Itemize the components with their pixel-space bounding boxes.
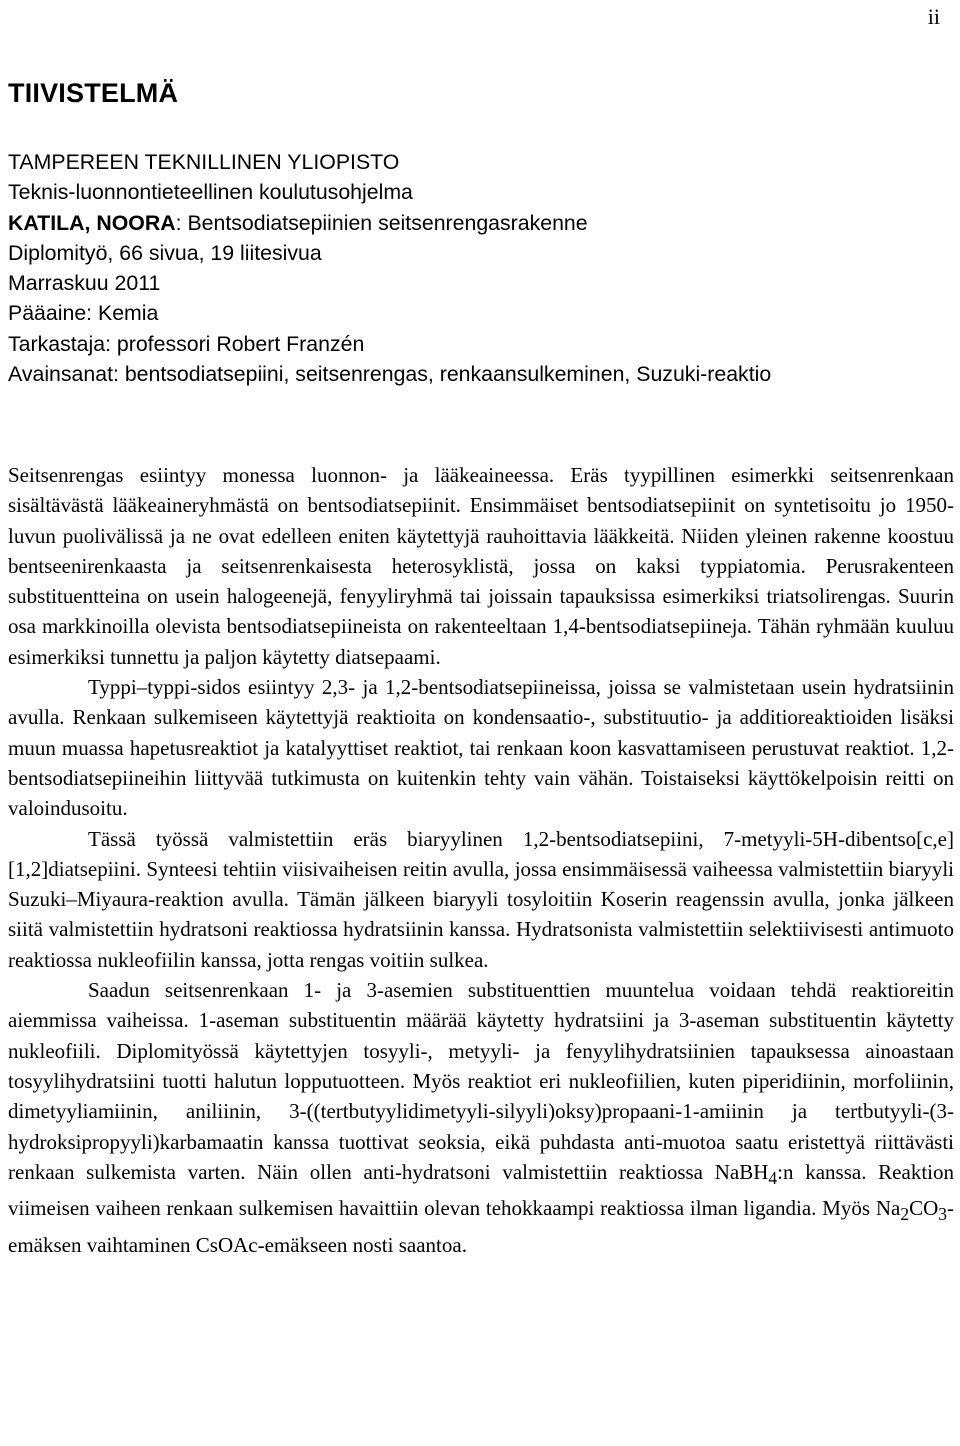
paragraph-4-text-a: Saadun seitsenrenkaan 1- ja 3-asemien substituenttien muuntelua voidaan tehdä reaktioreitin aiemmissa vaiheissa. 1-aseman substituentin määrää käytetty hydratsiini ja 3-aseman substituentin käytetty nukleofiili. Diplomityössä käytettyjen tosyyli-, metyyli- ja fenyylihydratsiinien tapauksessa ainoastaan tosyylihydratsiini tuotti halutun lopputuotteen. Myös reaktiot eri nukleofiilien, kuten piperidiinin, morfoliinin, dimetyyliamiinin, aniliinin, 3-((tertbutyylidimetyyli-silyyli)oksy)propaani-1-amiinin ja tertbutyyli-(3-hydroksipropyyli)karbamaatin kanssa tuottivat seoksia, eikä puhdasta anti-muotoa saatu eristettyä riittävästi renkaan sulkemista varten. Näin ollen anti-hydratsoni valmistettiin reaktiossa NaBH (8, 978, 954, 1184)
major-line: Pääaine: Kemia (8, 301, 159, 326)
abstract-metadata (8, 147, 952, 389)
subscript-3: 3 (938, 1204, 947, 1225)
paragraph-4-text-d: -emäksen vaihtaminen CsOAc-emäkseen nosti saantoa. (8, 1196, 954, 1257)
examiner-line: Tarkastaja: professori Robert Franzén (8, 331, 365, 356)
paragraph-4-text-b: :n kanssa. Reaktion viimeisen vaiheen renkaan sulkemisen havaittiin olevan tehokkaampi reaktiossa ilman ligandia. Myös Na (8, 1159, 954, 1221)
program-line: Teknis-luonnontieteellinen koulutusohjelma (8, 180, 413, 205)
abstract-paragraph-2: Typpi–typpi-sidos esiintyy 2,3- ja 1,2-bentsodiatsepiineissa, joissa se valmistetaan usein hydratsiinin avulla. Renkaan sulkemiseen käytettyjä reaktioita on kondensaatio-, substituutio- ja additioreaktioiden lisäksi muun muassa hapetusreaktiot ja katalyyttiset reaktiot, tai renkaan koon kasvattamiseen perustuvat reaktiot. 1,2-bentsodiatsepiineihin liittyvää tutkimusta on kuitenkin tehty vain vähän. Toistaiseksi käyttökelpoisin reitti on valoindusoitu. (8, 675, 954, 821)
abstract-body (8, 460, 954, 1260)
paragraph-4-text-c: CO (909, 1196, 939, 1221)
page-title: TIIVISTELMÄ (8, 78, 179, 108)
date-line: Marraskuu 2011 (8, 271, 161, 296)
author-name: KATILA, NOORA (8, 210, 176, 235)
university-line: TAMPEREEN TEKNILLINEN YLIOPISTO (8, 150, 400, 174)
abstract-paragraph-3: Tässä työssä valmistettiin eräs biaryylinen 1,2-bentsodiatsepiini, 7-metyyli-5H-dibentso[c,e][1,2]diatsepiini. Synteesi tehtiin viisivaiheisen reitin avulla, jossa ensimmäisessä vaiheessa valmistettiin biaryyli Suzuki–Miyaura-reaktion avulla. Tämän jälkeen biaryyli tosyloitiin Koserin reagenssin avulla, jonka jälkeen siitä valmistettiin hydratsoni reaktiossa hydratsiinin kanssa. Hydratsonista valmistettiin selektiivisesti antimuoto reaktiossa nukleofiilin kanssa, jotta rengas voitiin sulkea. (8, 826, 954, 972)
subscript-4: 4 (768, 1168, 778, 1189)
keywords-line: Avainsanat: bentsodiatsepiini, seitsenrengas, renkaansulkeminen, Suzuki-reaktio (8, 362, 772, 387)
abstract-paragraph-1: Seitsenrengas esiintyy monessa luonnon- ja lääkeaineessa. Eräs tyypillinen esimerkki seitsenrenkaan sisältävästä lääkeaineryhmästä on bentsodiatsepiinit. Ensimmäiset bentsodiatsepiinit on syntetisoitu jo 1950-luvun puolivälissä ja ne ovat edelleen eniten käytettyjä rauhoittavia lääkkeitä. Niiden yleinen rakenne koostuu bentseenirenkaasta ja seitsenrenkaisesta heterosyklistä, jossa on kaksi typpiatomia. Perusrakenteen substituentteina on usein halogeenejä, fenyyliryhmä tai joissain tapauksissa esimerkiksi triatsolirengas. Suurin osa markkinoilla olevista bentsodiatsepiineista on rakenteeltaan 1,4-bentsodiatsepiineja. Tähän ryhmään kuuluu esimerkiksi tunnettu ja paljon käytetty diatsepaami. (8, 463, 954, 669)
page-number: ii (927, 4, 940, 29)
thesis-title: : Bentsodiatsepiinien seitsenrengasrakenne (175, 210, 588, 235)
subscript-2: 2 (900, 1204, 910, 1225)
extent-line: Diplomityö, 66 sivua, 19 liitesivua (8, 240, 322, 265)
abstract-paragraph-4 (8, 975, 954, 1260)
author-title-line (8, 208, 952, 238)
